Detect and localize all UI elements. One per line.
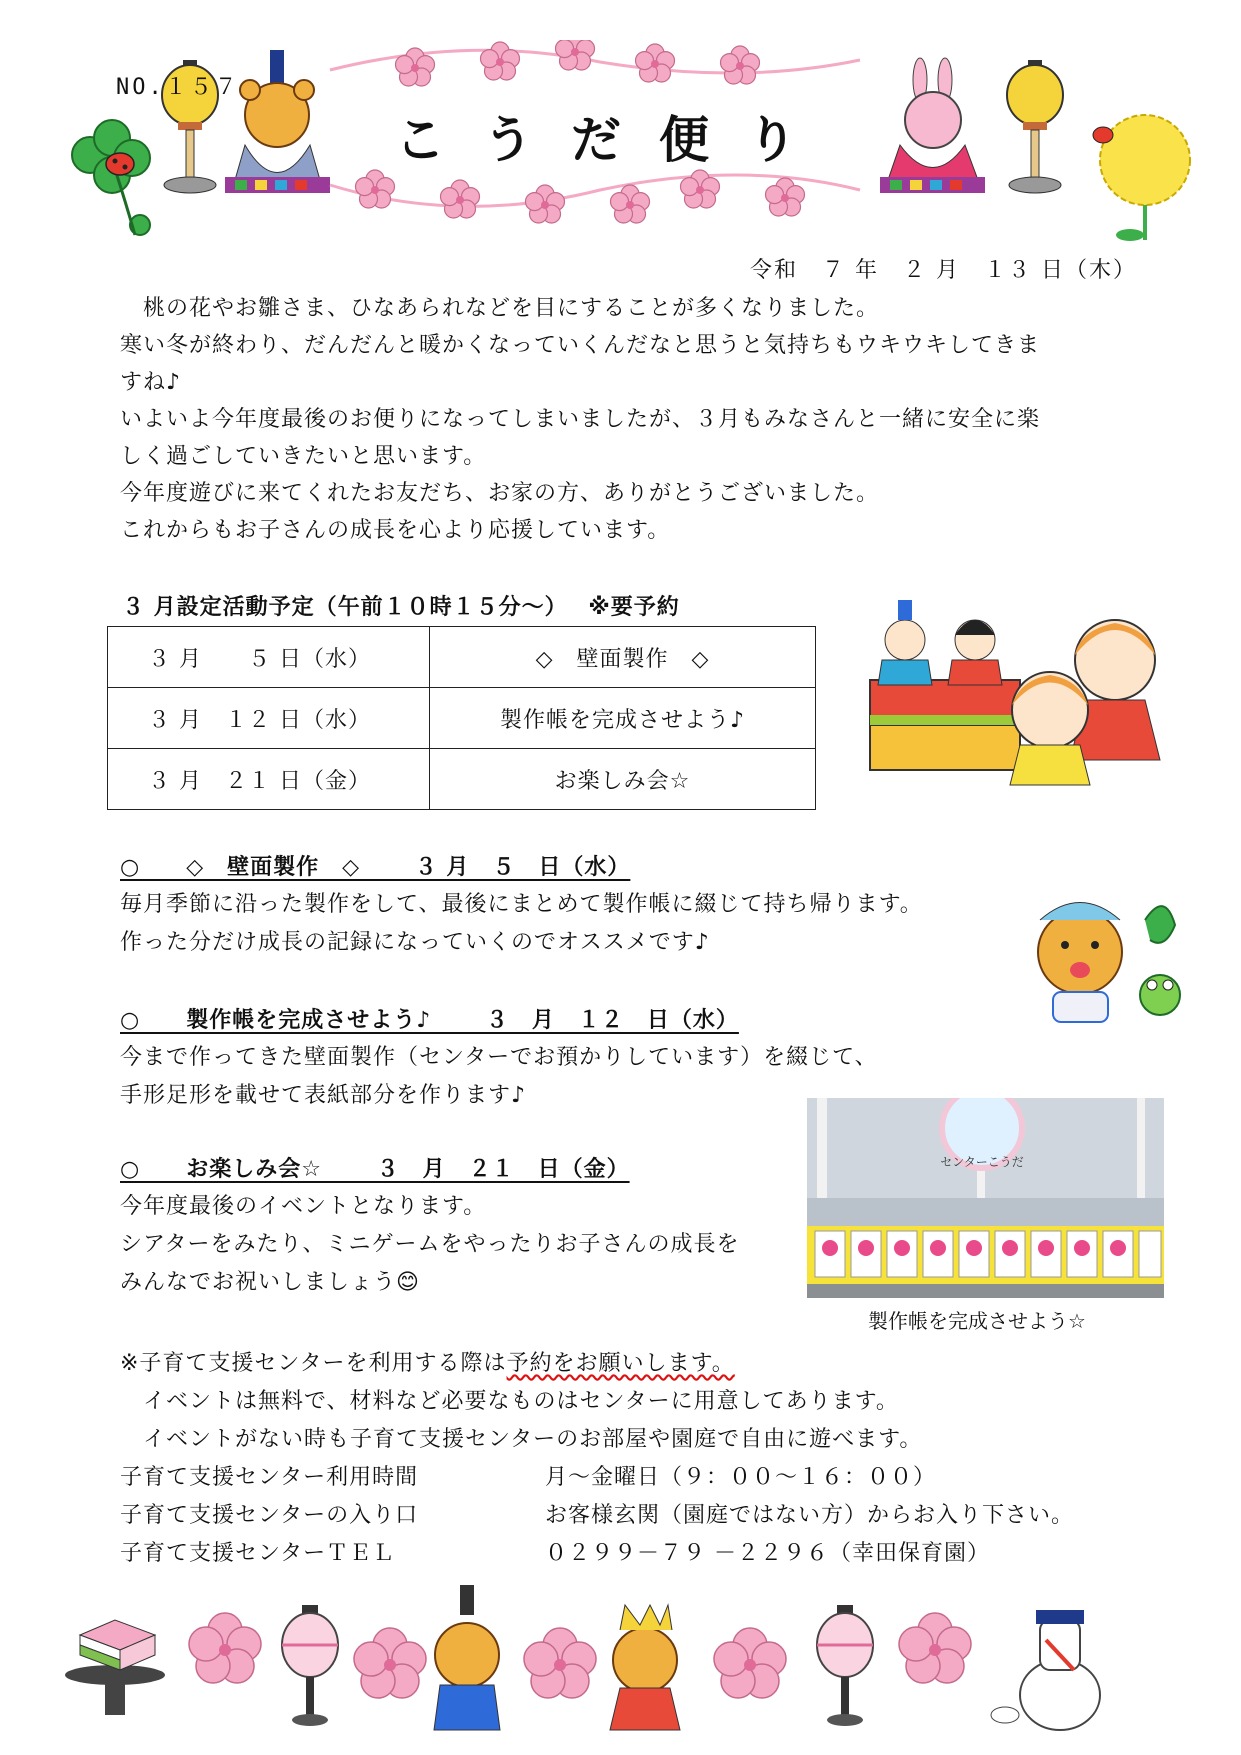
intro-line: これからもお子さんの成長を心より応援しています。 (120, 518, 671, 543)
rabbit-empress-icon (880, 58, 985, 193)
table-row (108, 688, 816, 749)
section-line: 作った分だけ成長の記録になっていくのでオススメです♪ (120, 930, 710, 955)
intro-line: いよいよ今年度最後のお便りになってしまいましたが、３月もみなさんと一緒に安全に楽 (120, 407, 1041, 432)
lantern-icon (1007, 60, 1063, 193)
contact-info (120, 1459, 1120, 1573)
intro-line: 桃の花やお雛さま、ひなあられなどを目にすることが多くなりました。 (120, 296, 880, 321)
clover-icon (72, 120, 150, 235)
contact-value: お客様玄関（園庭ではない方）からお入り下さい。 (545, 1503, 1075, 1528)
intro-text (120, 290, 1130, 549)
issue-number: NO.１５７ (116, 75, 240, 100)
blossom-icon (524, 1628, 596, 1698)
ladybug-icon (106, 153, 134, 175)
lantern-icon (817, 1605, 873, 1726)
section-line: 毎月季節に沿った製作をして、最後にまとめて製作帳に綴じて持ち帰ります。 (120, 892, 923, 917)
contact-label: 子育て支援センター利用時間 (120, 1465, 419, 1490)
schedule-activity: ◇ 壁面製作 ◇ (430, 627, 816, 688)
schedule-heading: ３ 月設定活動予定（午前１０時１５分～） ※要予約 (122, 595, 680, 620)
blossom-icon (354, 1628, 426, 1698)
section-heading-wall-craft: ○ ◇ 壁面製作 ◇ ３ 月 ５ 日（水） (120, 855, 631, 880)
intro-line: すね♪ (120, 370, 182, 395)
schedule-date: ３ 月 ２１ 日（金） (108, 749, 430, 810)
lantern-icon (282, 1605, 338, 1726)
contact-label: 子育て支援センターの入り口 (120, 1503, 419, 1528)
craft-photo-image (807, 1098, 1164, 1298)
footer-decoration (60, 1580, 1180, 1740)
schedule-table (107, 626, 816, 810)
table-row (108, 627, 816, 688)
notice-reservation: 予約をお願いします。 (506, 1351, 735, 1376)
hishimochi-icon (65, 1620, 165, 1715)
section-line: みんなでお祝いしましょう😊 (120, 1270, 420, 1295)
issue-date: 令和 ７ 年 ２ 月 １３ 日（木） (750, 258, 1137, 283)
page-title: こうだ便り (395, 111, 835, 169)
section-line: 今まで作ってきた壁面製作（センターでお預かりしています）を綴じて、 (120, 1045, 878, 1070)
contact-value: ０２９９－７９ －２２９６（幸田保育園） (545, 1541, 990, 1566)
blossom-icon (189, 1613, 261, 1683)
contact-value: 月～金曜日（９：００～１６：００） (545, 1465, 937, 1490)
schedule-date: ３ 月 ５ 日（水） (108, 627, 430, 688)
bear-emperor-icon (225, 50, 330, 193)
blossom-icon (714, 1628, 786, 1698)
section-heading-booklet: ○ 製作帳を完成させよう♪ ３ 月 １２ 日（水） (120, 1008, 739, 1033)
intro-line: 今年度遊びに来てくれたお友だち、お家の方、ありがとうございました。 (120, 481, 880, 506)
schedule-date: ３ 月 １２ 日（水） (108, 688, 430, 749)
hina-dolls-children-illustration (860, 585, 1190, 795)
intro-line: 寒い冬が終わり、だんだんと暖かくなっていくんだなと思うと気持ちもウキウキしてきま (120, 333, 1041, 358)
notice-line (120, 1345, 735, 1383)
sign-text: センターこうだ (940, 1155, 1024, 1169)
notice-line: イベントがない時も子育て支援センターのお部屋や園庭で自由に遊べます。 (120, 1427, 923, 1452)
yellow-flower-icon (1093, 115, 1190, 241)
contact-label: 子育て支援センターＴＥＬ (120, 1541, 396, 1566)
section-line: 手形足形を載せて表紙部分を作ります♪ (120, 1083, 527, 1108)
table-row (108, 749, 816, 810)
bear-emperor-icon (434, 1585, 500, 1730)
cat-empress-icon (610, 1605, 680, 1730)
schedule-activity: お楽しみ会☆ (430, 749, 816, 810)
sake-bottle-icon (991, 1610, 1100, 1730)
section-heading-party: ○ お楽しみ会☆ ３ 月 ２１ 日（金） (120, 1157, 630, 1182)
bear-snake-frog-illustration (1015, 880, 1190, 1030)
contact-row (120, 1535, 1120, 1573)
schedule-activity: 製作帳を完成させよう♪ (430, 688, 816, 749)
section-line: 今年度最後のイベントとなります。 (120, 1194, 487, 1219)
photo-caption: 製作帳を完成させよう☆ (868, 1309, 1086, 1333)
notice-line: イベントは無料で、材料など必要なものはセンターに用意してあります。 (120, 1389, 899, 1414)
contact-row (120, 1497, 1120, 1535)
contact-row (120, 1459, 1120, 1497)
craft-photo (807, 1098, 1164, 1298)
section-line: シアターをみたり、ミニゲームをやったりお子さんの成長を (120, 1232, 740, 1257)
notice-prefix: ※子育て支援センターを利用する際は (120, 1351, 507, 1376)
blossom-icon (899, 1613, 971, 1683)
intro-line: しく過ごしていきたいと思います。 (120, 444, 487, 469)
